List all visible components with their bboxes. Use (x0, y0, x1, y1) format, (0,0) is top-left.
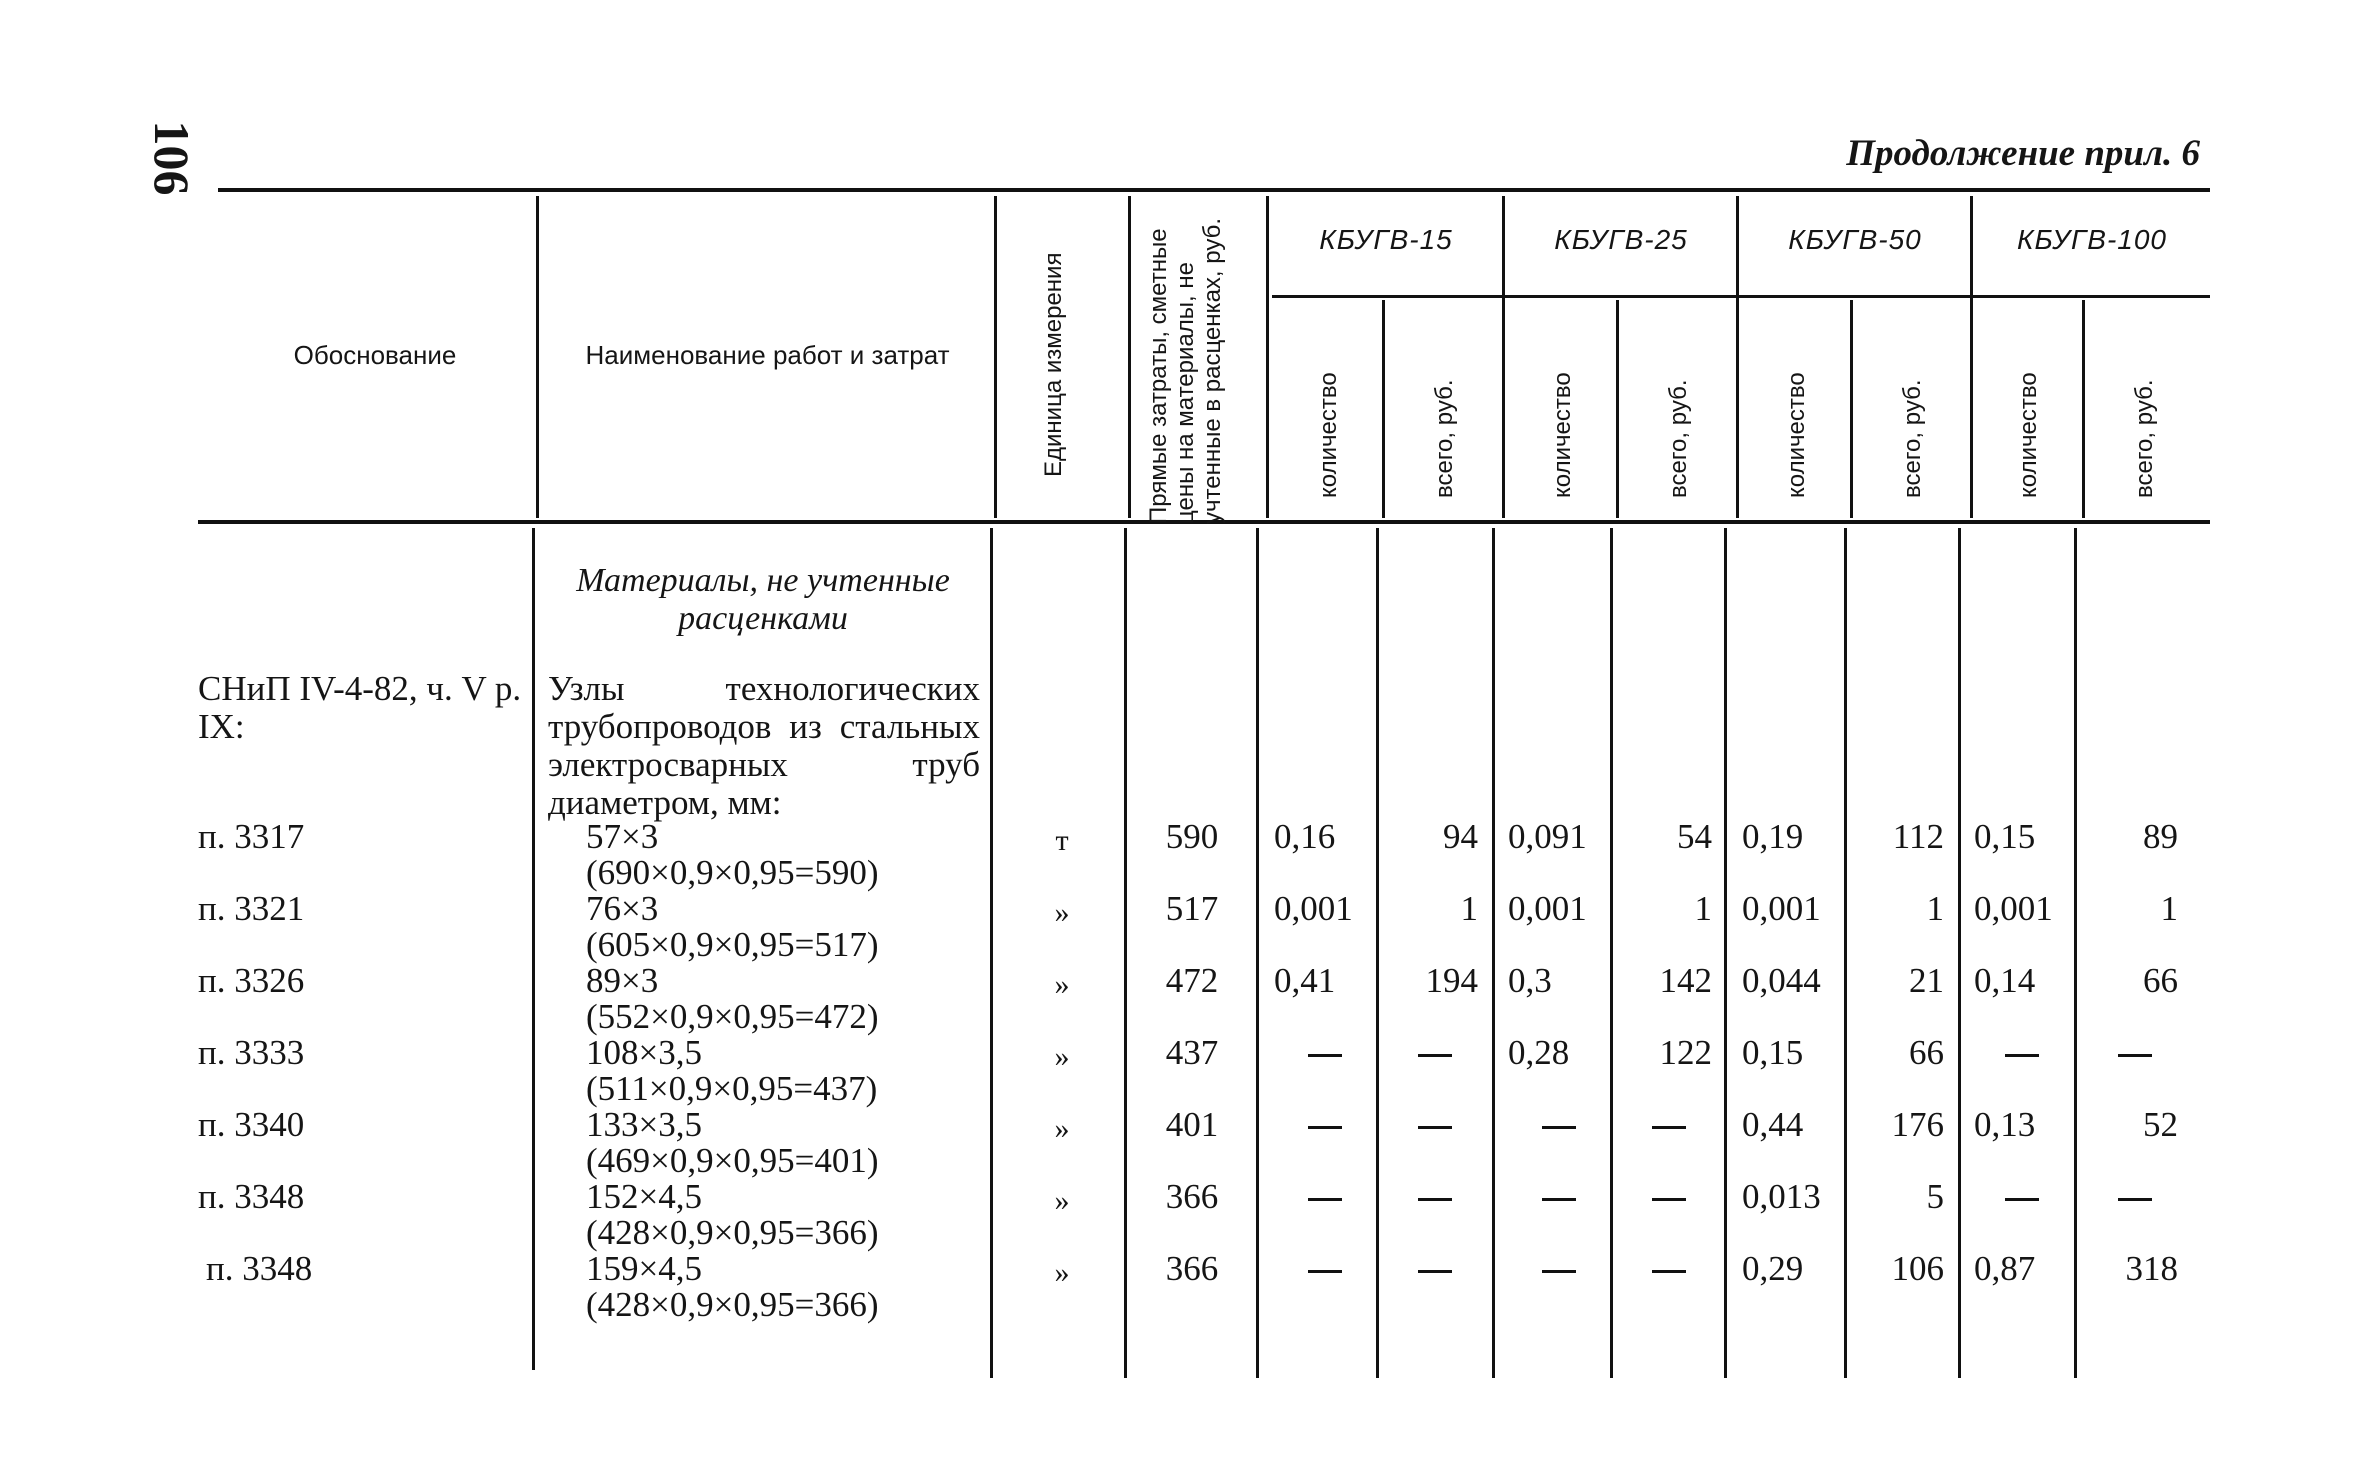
row-value: 0,3 (1508, 961, 1552, 1000)
sub-total: всего, руб. (1665, 379, 1692, 498)
row-value: 0,14 (1974, 961, 2036, 1000)
row-value: 0,001 (1974, 889, 2053, 928)
row-value (1652, 1126, 1686, 1129)
col-divider (1128, 196, 1131, 518)
row-value (1308, 1198, 1342, 1201)
col-divider (1492, 528, 1495, 1378)
row-size: 57×3 (586, 817, 659, 856)
page-number: 106 (144, 120, 200, 196)
row-basis: п. 3348 (206, 1249, 313, 1288)
row-unit: » (1054, 1112, 1070, 1145)
row-value: 0,19 (1742, 817, 1804, 856)
row-value: 1 (1926, 889, 1944, 928)
row-calc: (428×0,9×0,95=366) (586, 1213, 879, 1252)
row-size: 159×4,5 (586, 1249, 702, 1288)
row-basis: п. 3326 (198, 961, 305, 1000)
row-value (2005, 1054, 2039, 1057)
row-basis: п. 3340 (198, 1105, 305, 1144)
col-divider (1736, 196, 1739, 518)
col-divider (2082, 300, 2085, 518)
row-unit: » (1054, 1040, 1070, 1073)
section-basis: СНиП IV-4-82, ч. V р. IX: (198, 669, 522, 746)
row-value: 176 (1891, 1105, 1944, 1144)
row-value (1418, 1198, 1452, 1201)
row-price: 590 (1165, 817, 1219, 856)
row-unit: » (1054, 1184, 1070, 1217)
row-calc: (511×0,9×0,95=437) (586, 1069, 878, 1108)
row-value (2118, 1054, 2152, 1057)
section-title: Материалы, не учтенные расценками (576, 562, 950, 637)
col-divider (1610, 528, 1613, 1378)
row-value (2005, 1198, 2039, 1201)
col-divider (994, 196, 997, 518)
row-value (1652, 1270, 1686, 1273)
group-kbugv-25: КБУГВ-25 (1554, 224, 1688, 255)
row-calc: (469×0,9×0,95=401) (586, 1141, 879, 1180)
row-value: 0,001 (1742, 889, 1821, 928)
table-top-rule (218, 188, 2210, 192)
header-work-name: Наименование работ и затрат (585, 340, 950, 370)
row-value: 0,13 (1974, 1105, 2036, 1144)
row-value (1308, 1126, 1342, 1129)
row-value: 0,44 (1742, 1105, 1804, 1144)
col-divider (1376, 528, 1379, 1378)
row-unit: » (1054, 1256, 1070, 1289)
row-size: 89×3 (586, 961, 659, 1000)
row-value (1542, 1270, 1576, 1273)
row-value: 89 (2143, 817, 2178, 856)
row-value (1542, 1126, 1576, 1129)
row-basis: п. 3317 (198, 817, 305, 856)
col-divider (1382, 300, 1385, 518)
col-divider (1970, 196, 1973, 518)
row-value: 0,28 (1508, 1033, 1570, 1072)
row-value (1308, 1054, 1342, 1057)
row-basis: п. 3348 (198, 1177, 305, 1216)
header-basis: Обоснование (293, 340, 457, 370)
row-price: 472 (1165, 961, 1219, 1000)
row-unit: т (1055, 824, 1069, 857)
row-unit: » (1054, 896, 1070, 929)
row-value: 0,16 (1274, 817, 1336, 856)
row-value (1542, 1198, 1576, 1201)
sub-quantity: количество (1549, 372, 1576, 498)
col-divider (1256, 528, 1259, 1378)
row-value: 0,15 (1742, 1033, 1804, 1072)
section-description: Узлы технологических трубопроводов из стальных электросварных труб диаметром, мм: (548, 669, 980, 822)
row-value: 142 (1659, 961, 1712, 1000)
row-value: 0,29 (1742, 1249, 1804, 1288)
row-value: 66 (1909, 1033, 1944, 1072)
row-value: 0,091 (1508, 817, 1587, 856)
row-value: 0,001 (1508, 889, 1587, 928)
row-value: 1 (1460, 889, 1478, 928)
row-value: 52 (2143, 1105, 2178, 1144)
group-kbugv-15: КБУГВ-15 (1319, 224, 1453, 255)
row-value (1308, 1270, 1342, 1273)
row-value: 0,013 (1742, 1177, 1821, 1216)
continuation-title: Продолжение прил. 6 (1846, 133, 2200, 174)
row-value: 112 (1892, 817, 1944, 856)
row-value: 0,41 (1274, 961, 1336, 1000)
row-size: 152×4,5 (586, 1177, 702, 1216)
row-value: 0,15 (1974, 817, 2036, 856)
sub-total: всего, руб. (1431, 379, 1458, 498)
row-value: 318 (2125, 1249, 2178, 1288)
row-value: 122 (1659, 1033, 1712, 1072)
row-value: 21 (1909, 961, 1944, 1000)
col-divider (1850, 300, 1853, 518)
row-value: 194 (1425, 961, 1478, 1000)
col-divider (990, 528, 993, 1378)
row-value: 0,044 (1742, 961, 1821, 1000)
row-size: 108×3,5 (586, 1033, 702, 1072)
sub-quantity: количество (1783, 372, 1810, 498)
group-kbugv-100: КБУГВ-100 (2017, 224, 2167, 255)
row-price: 401 (1165, 1105, 1219, 1144)
sub-total: всего, руб. (2131, 379, 2158, 498)
row-value: 106 (1891, 1249, 1944, 1288)
row-value (1418, 1270, 1452, 1273)
row-price: 366 (1165, 1177, 1219, 1216)
row-value: 94 (1443, 817, 1478, 856)
row-value (1418, 1126, 1452, 1129)
group-kbugv-50: КБУГВ-50 (1788, 224, 1922, 255)
row-value: 5 (1926, 1177, 1944, 1216)
row-size: 133×3,5 (586, 1105, 702, 1144)
row-basis: п. 3333 (198, 1033, 305, 1072)
col-divider (1958, 528, 1961, 1378)
row-calc: (428×0,9×0,95=366) (586, 1285, 879, 1324)
row-value: 66 (2143, 961, 2178, 1000)
row-value (1652, 1198, 1686, 1201)
col-divider (1724, 528, 1727, 1378)
row-calc: (605×0,9×0,95=517) (586, 925, 879, 964)
row-value: 1 (2160, 889, 2178, 928)
row-calc: (552×0,9×0,95=472) (586, 997, 879, 1036)
sub-quantity: количество (1315, 372, 1342, 498)
col-divider (1266, 196, 1269, 518)
row-value (1418, 1054, 1452, 1057)
col-divider (1616, 300, 1619, 518)
row-calc: (690×0,9×0,95=590) (586, 853, 879, 892)
row-value: 0,87 (1974, 1249, 2036, 1288)
row-value: 1 (1694, 889, 1712, 928)
col-divider (536, 196, 539, 518)
row-size: 76×3 (586, 889, 659, 928)
header-direct-costs: Прямые затраты, сметные цены на материалы, не учтенные в расценках, руб. (1145, 217, 1226, 524)
sub-total: всего, руб. (1899, 379, 1926, 498)
row-price: 517 (1165, 889, 1219, 928)
row-unit: » (1054, 968, 1070, 1001)
col-divider (1124, 528, 1127, 1378)
header-unit: Единица измерения (1040, 252, 1067, 477)
col-divider (532, 528, 535, 1370)
sub-quantity: количество (2015, 372, 2042, 498)
row-basis: п. 3321 (198, 889, 305, 928)
col-divider (1502, 196, 1505, 518)
row-value: 0,001 (1274, 889, 1353, 928)
row-value (2118, 1198, 2152, 1201)
row-price: 366 (1165, 1249, 1219, 1288)
row-price: 437 (1165, 1033, 1219, 1072)
group-sub-rule (1272, 295, 2210, 298)
row-value: 54 (1677, 817, 1712, 856)
